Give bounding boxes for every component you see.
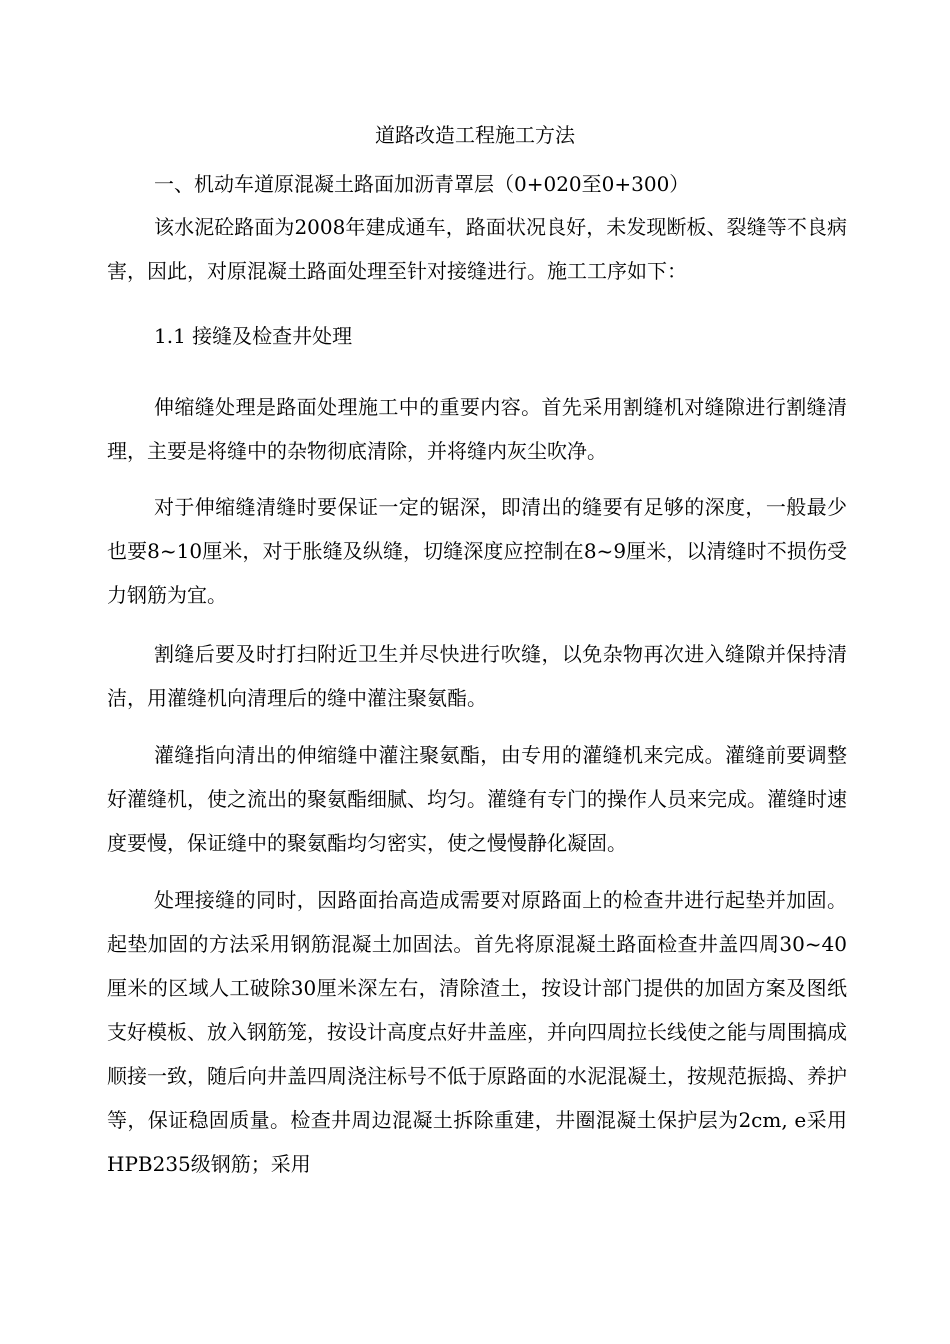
intro-paragraph: 该水泥砼路面为2008年建成通车，路面状况良好，未发现断板、裂缝等不良病害，因此，对原混凝土路面处理至针对接缝进行。施工工序如下：: [107, 215, 847, 283]
paragraph: 对于伸缩缝清缝时要保证一定的锯深，即清出的缝要有足够的深度，一般最少也要8~10厘米，对于胀缝及纵缝，切缝深度应控制在8~9厘米，以清缝时不损伤受力钢筋为宜。: [107, 495, 847, 607]
paragraph: 伸缩缝处理是路面处理施工中的重要内容。首先采用割缝机对缝隙进行割缝清理，主要是将缝中的杂物彻底清除，并将缝内灰尘吹净。: [107, 395, 847, 463]
section-heading: 一、机动车道原混凝土路面加沥青罩层（0+020至0+300）: [154, 172, 690, 196]
paragraph: 割缝后要及时打扫附近卫生并尽快进行吹缝，以免杂物再次进入缝隙并保持清洁，用灌缝机向清理后的缝中灌注聚氨酯。: [107, 642, 847, 710]
document-title: 道路改造工程施工方法: [375, 123, 575, 147]
subsection-heading: 1.1 接缝及检查井处理: [154, 324, 353, 348]
paragraph: 处理接缝的同时，因路面抬高造成需要对原路面上的检查井进行起垫并加固。起垫加固的方法采用钢筋混凝土加固法。首先将原混凝土路面检查井盖四周30~40厘米的区域人工破除30厘米深左右，清除渣土，按设计部门提供的加固方案及图纸支好模板、放入钢筋笼，按设计高度点好井盖座，并向四周拉长线使之能与周围搞成顺接一致，随后向井盖四周浇注标号不低于原路面的水泥混凝土，按规范振捣、养护等，保证稳固质量。检查井周边混凝土拆除重建，井圈混凝土保护层为2cm, e采用HPB235级钢筋；采用: [107, 888, 847, 1176]
paragraph: 灌缝指向清出的伸缩缝中灌注聚氨酯，由专用的灌缝机来完成。灌缝前要调整好灌缝机，使之流出的聚氨酯细腻、均匀。灌缝有专门的操作人员来完成。灌缝时速度要慢，保证缝中的聚氨酯均匀密实，使之慢慢静化凝固。: [107, 743, 847, 855]
